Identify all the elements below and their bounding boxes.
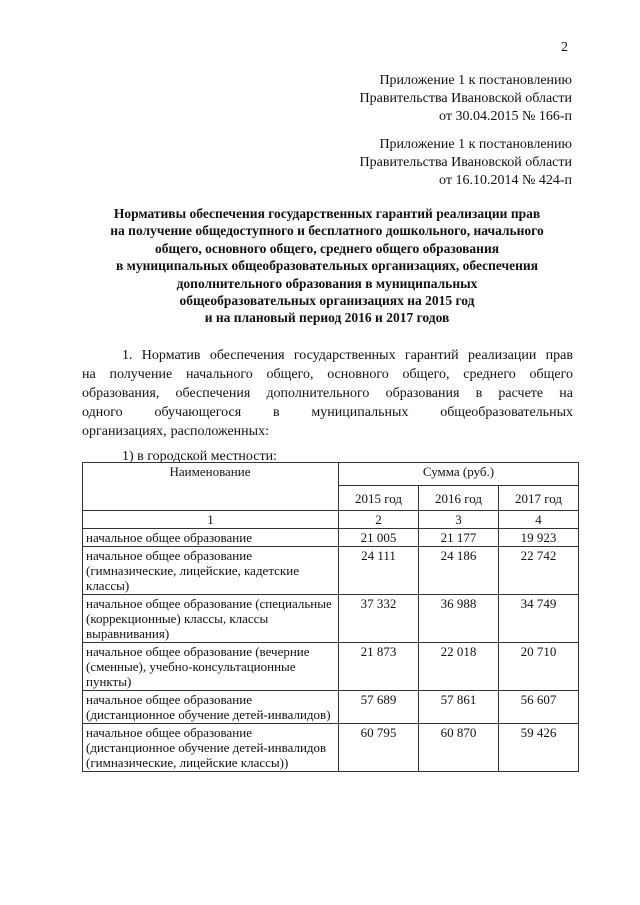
paragraph-word: получение (109, 367, 173, 382)
table-row (83, 724, 579, 772)
column-number: 2 (339, 511, 419, 529)
row-name-cell: начальное общее образование (специальные (коррекционные) классы, классы выравнивания) (83, 595, 339, 643)
paragraph-word: образования (385, 386, 460, 401)
value-cell: 24 186 (419, 547, 499, 595)
value-cell: 22 018 (419, 643, 499, 691)
table-row (83, 547, 579, 595)
norms-table (82, 462, 579, 772)
paragraph-word: образования, (82, 386, 160, 401)
value-cell: 21 177 (419, 529, 499, 547)
value-cell: 19 923 (499, 529, 579, 547)
document-title (80, 205, 574, 327)
value-cell: 21 873 (339, 643, 419, 691)
value-cell: 60 870 (419, 724, 499, 772)
title-line: общего, основного общего, среднего общего образования (154, 240, 500, 256)
table-row (83, 529, 579, 547)
attachment-header-2 (360, 136, 572, 190)
paragraph-word: обеспечения (175, 386, 251, 401)
row-name-cell: начальное общее образование (гимназические, лицейские, кадетские классы) (83, 547, 339, 595)
column-number: 1 (83, 511, 339, 529)
attachment-line: Приложение 1 к постановлению (379, 73, 572, 88)
attachment-header-1 (360, 72, 572, 126)
paragraph-word: муниципальных (311, 405, 409, 420)
value-cell: 57 861 (419, 691, 499, 724)
paragraph-line (82, 384, 573, 403)
value-cell: 56 607 (499, 691, 579, 724)
column-number: 3 (419, 511, 499, 529)
attachment-line: Правительства Ивановской области (359, 155, 572, 170)
paragraph-line (82, 403, 573, 422)
title-line: общеобразовательных организациях на 2015 год (179, 293, 475, 309)
table-row (83, 595, 579, 643)
paragraph-word: обучающегося (154, 405, 242, 420)
paragraph-line (82, 365, 573, 384)
row-name-cell: начальное общее образование (83, 529, 339, 547)
attachment-line: Приложение 1 к постановлению (379, 137, 572, 152)
paragraph-word: расположенных: (170, 424, 269, 439)
value-cell: 21 005 (339, 529, 419, 547)
paragraph-word: одного (82, 405, 123, 420)
body-paragraph (82, 346, 573, 441)
column-header-year: 2017 год (499, 486, 579, 511)
paragraph-word: на (559, 386, 573, 401)
column-number: 4 (499, 511, 579, 529)
paragraph-word: на (82, 367, 96, 382)
value-cell: 24 111 (339, 547, 419, 595)
paragraph-word: общего, (402, 367, 450, 382)
column-header-year: 2016 год (419, 486, 499, 511)
paragraph-word: среднего (463, 367, 516, 382)
paragraph-line (82, 346, 573, 365)
table-row (83, 643, 579, 691)
column-header-year: 2015 год (339, 486, 419, 511)
value-cell: 60 795 (339, 724, 419, 772)
paragraph-word: в (475, 386, 483, 401)
section-subheading: 1) в городской местности: (122, 449, 277, 464)
column-header-sum: Сумма (руб.) (339, 463, 579, 486)
title-line: на получение общедоступного и бесплатного дошкольного, начального (110, 223, 544, 239)
paragraph-word: расчете (498, 386, 544, 401)
title-line: Нормативы обеспечения государственных гарантий реализации прав (113, 206, 541, 221)
row-name-cell: начальное общее образование (дистанционное обучение детей-инвалидов (гимназические, лицейские классы)) (83, 724, 339, 772)
value-cell: 20 710 (499, 643, 579, 691)
paragraph-word: 1. (122, 348, 133, 363)
paragraph-word: реализации (467, 348, 537, 363)
attachment-line: Правительства Ивановской области (359, 91, 572, 106)
column-header-name: Наименование (83, 463, 339, 511)
value-cell: 34 749 (499, 595, 579, 643)
paragraph-word: основного (327, 367, 389, 382)
paragraph-word: государственных (293, 348, 396, 363)
title-line: и на плановый период 2016 и 2017 годов (204, 310, 450, 326)
value-cell: 22 742 (499, 547, 579, 595)
paragraph-word: прав (545, 348, 573, 363)
paragraph-word: общеобразовательных (440, 405, 573, 420)
paragraph-word: гарантий (404, 348, 459, 363)
attachment-line: от 16.10.2014 № 424-п (439, 173, 572, 188)
page-number: 2 (561, 40, 568, 55)
row-name-cell: начальное общее образование (дистанционное обучение детей-инвалидов) (83, 691, 339, 724)
paragraph-word: организациях, (82, 424, 167, 439)
attachment-line: от 30.04.2015 № 166-п (439, 109, 572, 124)
table-body (83, 529, 579, 772)
table-row (83, 691, 579, 724)
value-cell: 57 689 (339, 691, 419, 724)
row-name-cell: начальное общее образование (вечерние (сменные), учебно-консультационные пункты) (83, 643, 339, 691)
paragraph-word: в (272, 405, 280, 420)
title-line: дополнительного образования в муниципальных (176, 275, 478, 291)
paragraph-word: начального (185, 367, 253, 382)
paragraph-word: дополнительного (266, 386, 370, 401)
value-cell: 36 988 (419, 595, 499, 643)
paragraph-word: обеспечения (209, 348, 285, 363)
value-cell: 37 332 (339, 595, 419, 643)
value-cell: 59 426 (499, 724, 579, 772)
paragraph-word: общего, (266, 367, 314, 382)
paragraph-word: общего (529, 367, 573, 382)
paragraph-line (82, 422, 573, 441)
paragraph-word: Норматив (141, 348, 201, 363)
title-line: в муниципальных общеобразовательных организациях, обеспечения (115, 258, 538, 274)
